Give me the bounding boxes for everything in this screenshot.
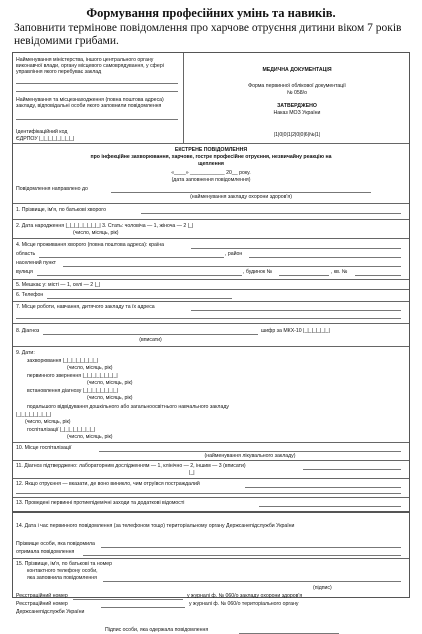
first-report-label: 14. Дата і час первинного повідомлення (за телефоном тощо) територіальному органу Держсанепідслужби України <box>16 523 295 529</box>
ministry-field-2[interactable] <box>16 91 178 92</box>
first-visit-caption: (число, місяць, рік) <box>87 380 133 386</box>
diagnosis-date[interactable]: встановлення діагнозу |_|_|_|_|_|_|_|_| <box>27 388 118 394</box>
notice-subtitle: про інфекційне захворювання, харчове, гостре професійне отруєння, незвичайну реакцію на <box>90 154 332 160</box>
last-visit-caption: (число, місяць, рік) <box>25 419 71 425</box>
patient-name-label: 1. Прізвище, ім'я, по батькові хворого <box>16 207 106 213</box>
section-rule-9 <box>13 442 409 443</box>
country-field[interactable] <box>191 248 401 249</box>
diagnosis-field[interactable] <box>43 334 258 335</box>
settlement-label: населений пункт <box>16 260 57 266</box>
institution-field[interactable] <box>16 119 178 120</box>
reg-number-label: Реєстраційний номер <box>16 593 68 599</box>
diagnosis-date-caption: (число, місяць, рік) <box>87 395 133 401</box>
measures-field[interactable] <box>259 506 401 507</box>
header-rule <box>13 143 409 144</box>
section-rule-4 <box>13 279 409 280</box>
notice-title: ЕКСТРЕНЕ ПОВІДОМЛЕННЯ <box>174 147 248 153</box>
hospitalization-date[interactable]: госпіталізації |_|_|_|_|_|_|_|_| <box>27 427 96 433</box>
receiver-field[interactable] <box>83 555 401 556</box>
locality-type[interactable]: 5. Мешкає у: місті — 1, селі — 2 |_| <box>16 282 101 288</box>
ministry-label: Найменування міністерства, іншого центрального органу виконавчої влади, органу місцевого самоврядування, у сфері управління якого перебуває заклад <box>16 57 164 76</box>
sent-to-caption: (найменування закладу охорони здоров'я) <box>190 194 292 200</box>
signature-caption: (підпис) <box>313 585 332 591</box>
birthdate-caption: (число, місяць, рік) <box>73 230 119 236</box>
phone-field[interactable] <box>47 298 232 299</box>
hospitalization-caption: (число, місяць, рік) <box>67 434 113 440</box>
approved-label: ЗАТВЕРДЖЕНО <box>277 103 317 109</box>
form-058 <box>12 52 410 633</box>
receiver-signature-label: Підпис особи, яка одержала повідомлення <box>105 627 209 633</box>
filler-label-3: яка заповнила повідомлення <box>27 575 97 581</box>
notice-subtitle-2: щеплення <box>198 161 224 167</box>
code-label: Ідентифікаційний код <box>16 129 68 135</box>
institution-label: Найменування та місцезнаходження (повна поштова адреса) закладу, відповідальні особи якого заповнили повідомлення <box>16 97 164 110</box>
form-name: Форма первинної облікової документації <box>248 83 346 89</box>
approved-by: Наказ МОЗ України <box>273 110 321 116</box>
last-visit-label: подальшого відвідування дошкільного або загальноосвітнього навчального закладу <box>27 404 229 410</box>
reg-number2-label: Реєстраційний номер <box>16 601 68 607</box>
oblast-label-text: область <box>16 251 36 257</box>
section-rule-6 <box>13 301 409 302</box>
birthdate-sex-label[interactable]: 2. Дата народження |_|_|_|_|_|_|_|_| 3. Стать: чоловіча — 1, жіноча — 2 |_| <box>16 223 194 229</box>
street-field[interactable] <box>37 275 242 276</box>
reporter-label: Прізвище особи, яка повідомила <box>16 541 95 547</box>
poisoning-label: 12. Якщо отруєння — вказати, де воно виникло, чим отруївся постраждалий <box>16 481 200 487</box>
apartment-field[interactable] <box>355 275 401 276</box>
section-rule-8 <box>13 346 409 347</box>
fill-date-caption: (дата заповнення повідомлення) <box>171 177 251 183</box>
building-label: , будинок № <box>243 269 273 275</box>
reg-number2-end: Держсанепідслужби України <box>16 609 85 615</box>
sent-to-label: Повідомлення направлено до <box>16 186 88 192</box>
page-title: Формування професійних умінь та навиків. <box>86 6 336 20</box>
ministry-field[interactable] <box>16 83 178 84</box>
phone-label: 6. Телефон <box>16 292 44 298</box>
section-rule-10 <box>13 460 409 461</box>
residence-label: 4. Місце проживання хворого (повна поштова адреса): країна <box>16 242 165 248</box>
workplace-field[interactable] <box>191 310 401 311</box>
poisoning-field[interactable] <box>245 487 401 488</box>
disease-date[interactable]: захворювання |_|_|_|_|_|_|_|_| <box>27 358 98 364</box>
reg-number-tail: у журналі ф. № 060/о закладу охорони здоров'я <box>187 593 303 599</box>
header-divider <box>183 53 184 143</box>
settlement-field[interactable] <box>63 266 401 267</box>
edrpou-boxes[interactable]: ЄДРПОУ |_|_|_|_|_|_|_|_| <box>16 136 75 142</box>
confirmation-field[interactable] <box>303 469 401 470</box>
section-rule-3 <box>13 238 409 239</box>
section-rule-5 <box>13 289 409 290</box>
section-rule-7 <box>13 323 409 324</box>
dates-label: 9. Дати: <box>16 350 35 356</box>
last-visit-date[interactable]: |_|_|_|_|_|_|_|_| <box>16 412 52 418</box>
filler-label-2: контактного телефону особи, <box>27 568 98 574</box>
section-rule-11 <box>13 478 409 479</box>
diagnosis-caption: (вписати) <box>139 337 162 343</box>
patient-name-field[interactable] <box>141 213 401 214</box>
reg-number2-tail: у журналі ф. № 060/о територіального органу <box>189 601 299 607</box>
filler-field[interactable] <box>103 581 401 582</box>
reporter-field[interactable] <box>101 547 401 548</box>
confirmation-label: 11. Діагноз підтверджено: лабораторним дослідженням — 1, клінічно — 2, іншим — 3 (вписати) <box>16 463 246 469</box>
street-label: вулиця <box>16 269 33 275</box>
filler-label-1: 15. Прізвище, ім'я, по батькові та номер <box>16 561 112 567</box>
building-field[interactable] <box>279 275 329 276</box>
diagnosis-label: 8. Діагноз <box>16 328 40 334</box>
first-visit-date[interactable]: первинного звернення |_|_|_|_|_|_|_|_| <box>27 373 118 379</box>
icd-code[interactable]: шифр за МКХ-10 |_|_|_|_|_|_| <box>261 328 330 334</box>
measures-label: 13. Проведені первинні протиепідемічні заходи та додаткові відомості <box>16 500 185 506</box>
reg-number2-field[interactable] <box>101 607 185 608</box>
sent-to-field[interactable] <box>111 192 371 193</box>
workplace-label: 7. Місце роботи, навчання, дитячого закладу та їх адреса <box>16 304 155 310</box>
raion-label: , район <box>225 251 243 257</box>
oblast-field[interactable] <box>39 257 224 258</box>
disease-date-caption: (число, місяць, рік) <box>67 365 113 371</box>
hospital-field[interactable] <box>99 451 401 452</box>
fill-date[interactable]: «____» ____________ 20__ року. <box>171 170 251 176</box>
section-rule-14 <box>13 558 409 559</box>
workplace-field-2[interactable] <box>16 318 401 319</box>
hospital-caption: (найменування лікувального закладу) <box>204 453 296 459</box>
apartment-label: , кв. № <box>331 269 348 275</box>
hospital-label: 10. Місце госпіталізації <box>16 445 72 451</box>
poisoning-field-2[interactable] <box>16 493 401 494</box>
confirmation-box[interactable]: |_| <box>189 470 195 476</box>
section-rule-12 <box>13 497 409 498</box>
section-rule-2 <box>13 219 409 220</box>
medical-doc-label: МЕДИЧНА ДОКУМЕНТАЦІЯ <box>262 67 332 73</box>
section-rule-1 <box>13 203 409 204</box>
order-code: |1|0|0|1|2|0|0|6|№|1| <box>273 132 321 138</box>
receiver-label: отримала повідомлення <box>16 549 75 555</box>
form-number: № 058/о <box>287 90 307 96</box>
section-rule-13 <box>13 511 409 513</box>
task-text: Заповнити термінове повідомлення про харчове отруєння дитини віком 7 років невідомими грибами. <box>14 22 402 47</box>
raion-field[interactable] <box>249 257 401 258</box>
